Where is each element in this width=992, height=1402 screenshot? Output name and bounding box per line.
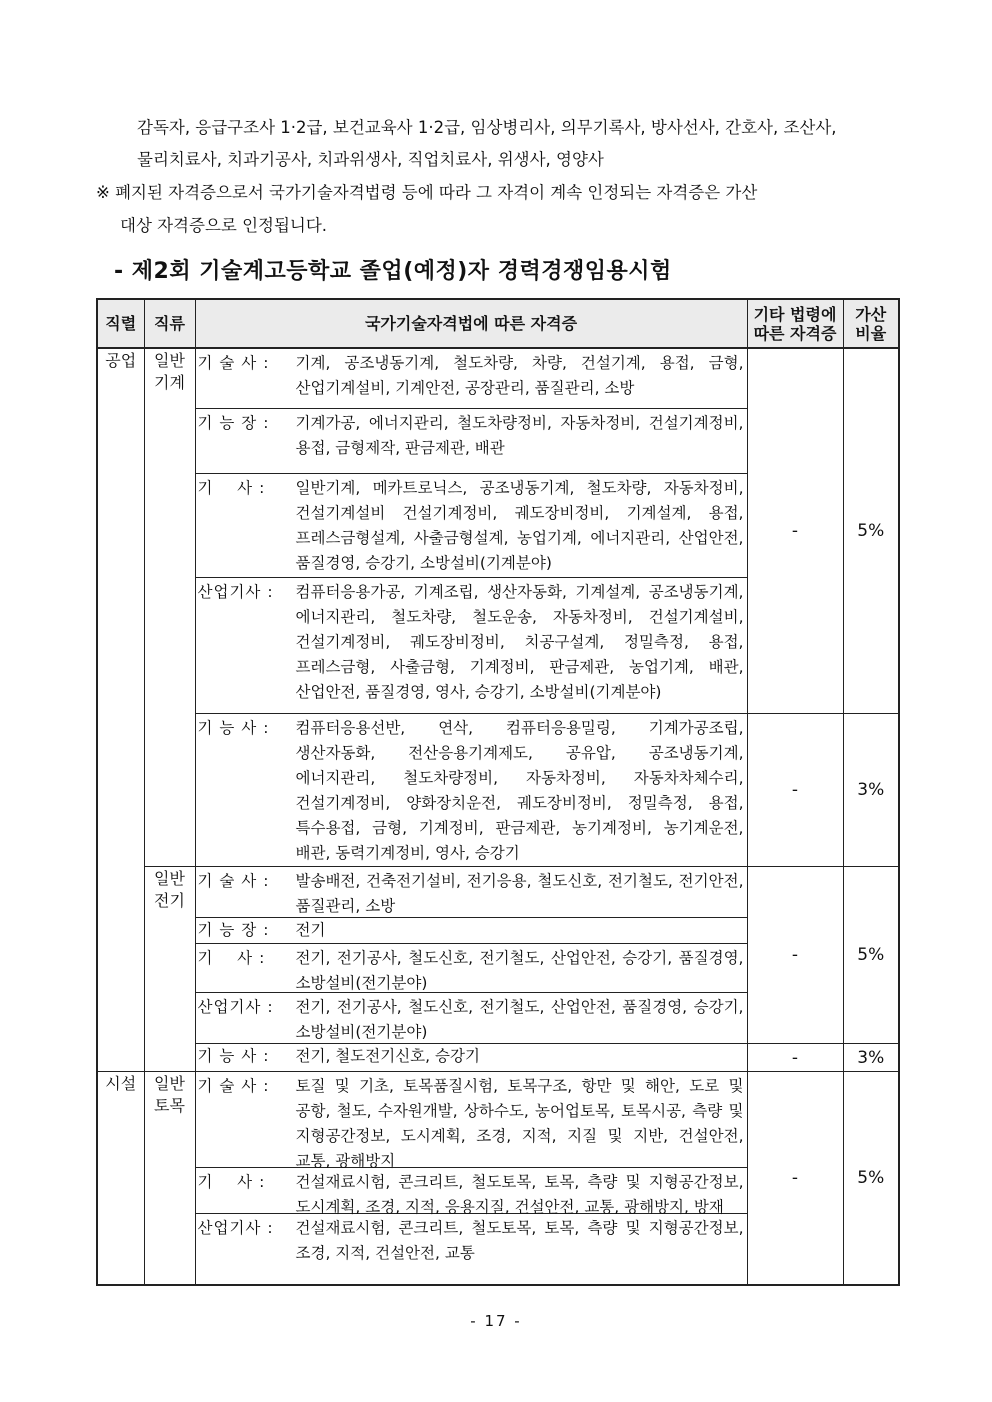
- table-row: [97, 714, 899, 867]
- cert-group: 기 술 사 : 토질 및 기초, 토목품질시험, 토목구조, 항만 및 해안, 도로 및 공항, 철도, 수자원개발, 상하수도, 농어업토목, 토목시공, 측량 및 지형공간정보, 도시계획, 조경, 지적, 지질 및 지반, 건설안전, 교통, 광해방지: [196, 1072, 747, 1168]
- table-header-row: [97, 299, 899, 348]
- cert-group: 기 능 사 : 전기, 철도전기신호, 승강기: [197, 1047, 480, 1065]
- cert-group: 산업기사 : 전기, 전기공사, 철도신호, 전기철도, 산업안전, 품질경영, 승강기, 소방설비(전기분야): [197, 998, 744, 1041]
- note-line-2: 대상 자격증으로 인정됩니다.: [120, 216, 328, 235]
- table-row: [97, 867, 899, 1044]
- rate-cell: 5%: [843, 867, 899, 1044]
- other-cert-cell: -: [747, 1072, 843, 1286]
- kind-cell-civil: 일반 토목: [144, 1072, 195, 1286]
- job-cell-facility: 시설: [97, 1072, 144, 1286]
- cert-group: 기 술 사 : 발송배전, 건축전기설비, 전기응용, 철도신호, 전기철도, 전기안전, 품질관리, 소방: [196, 867, 747, 918]
- rate-cell: 3%: [843, 1044, 899, 1072]
- header-kind: 직류: [144, 299, 195, 348]
- cert-group: 기 능 장 : 기계가공, 에너지관리, 철도차량정비, 자동차정비, 건설기계정비, 용접, 금형제작, 판금제관, 배관: [196, 409, 747, 474]
- note-line-1: ※ 폐지된 자격증으로서 국가기술자격법령 등에 따라 그 자격이 계속 인정되는 자격증은 가산: [96, 183, 758, 202]
- kind-cell-electric: 일반 전기: [144, 867, 195, 1072]
- cert-group: 기 술 사 : 기계, 공조냉동기계, 철도차량, 차량, 건설기계, 용접, 금형, 산업기계설비, 기계안전, 공장관리, 품질관리, 소방: [196, 349, 747, 409]
- cert-cell: [195, 1044, 747, 1072]
- cert-cell: [195, 348, 747, 714]
- header-job: 직렬: [97, 299, 144, 348]
- cert-group: 산업기사 : 건설재료시험, 콘크리트, 철도토목, 토목, 측량 및 지형공간정보, 조경, 지적, 건설안전, 교통: [197, 1219, 744, 1262]
- cert-cell: [195, 714, 747, 867]
- header-rate: 가산 비율: [843, 299, 899, 348]
- rate-cell: 5%: [843, 1072, 899, 1286]
- certificate-table: [96, 298, 900, 1286]
- cert-group: 기 사 : 건설재료시험, 콘크리트, 철도토목, 토목, 측량 및 지형공간정보, 도시계획, 조경, 지적, 응용지질, 건설안전, 교통, 광해방지, 방재: [196, 1168, 747, 1214]
- cert-group: 기 능 사 : 컴퓨터응용선반, 연삭, 컴퓨터응용밀링, 기계가공조립, 생산자동화, 전산응용기계제도, 공유압, 공조냉동기계, 에너지관리, 철도차량정비, 자동차정비, 자동차차체수리, 건설기계정비, 양화장치운전, 궤도장비정비, 정밀측정, 용접, 특수용접, 금형, 기계정비, 판금제관, 농기계정비, 농기계운전, 배관, 동력기계정비, 영사, 승강기: [197, 719, 744, 862]
- job-cell-industry: 공업: [97, 348, 144, 1072]
- table-row: [97, 1072, 899, 1286]
- header-other: 기타 법령에 따른 자격증: [747, 299, 843, 348]
- rate-cell: 5%: [843, 348, 899, 714]
- cert-cell: [195, 867, 747, 1044]
- cert-group: 기 사 : 전기, 전기공사, 철도신호, 전기철도, 산업안전, 승강기, 품질경영, 소방설비(전기분야): [196, 944, 747, 993]
- other-cert-cell: -: [747, 714, 843, 867]
- cert-cell: [195, 1072, 747, 1286]
- table-row: [97, 1044, 899, 1072]
- header-cert: 국가기술자격법에 따른 자격증: [195, 299, 747, 348]
- section-title: - 제2회 기술계고등학교 졸업(예정)자 경력경쟁임용시험: [114, 259, 672, 284]
- table-row: [97, 348, 899, 714]
- rate-cell: 3%: [843, 714, 899, 867]
- other-cert-cell: -: [747, 867, 843, 1044]
- page-number: - 17 -: [470, 1312, 522, 1330]
- kind-cell-machine: 일반 기계: [144, 348, 195, 867]
- cert-group: 기 능 장 : 전기: [196, 918, 747, 944]
- cert-group: 기 사 : 일반기계, 메카트로닉스, 공조냉동기계, 철도차량, 자동차정비, 건설기계설비 건설기계정비, 궤도장비정비, 기계설계, 용접, 프레스금형설계, 사출금형설계, 농업기계, 에너지관리, 산업안전, 품질경영, 승강기, 소방설비(기계분야): [196, 474, 747, 578]
- cert-group: 산업기사 : 컴퓨터응용가공, 기계조립, 생산자동화, 기계설계, 공조냉동기계, 에너지관리, 철도차량, 철도운송, 자동차정비, 건설기계설비, 건설기계정비, 궤도장비정비, 치공구설계, 정밀측정, 용접, 프레스금형, 사출금형, 기계정비, 판금제관, 농업기계, 배관, 산업안전, 품질경영, 영사, 승강기, 소방설비(기계분야): [197, 583, 744, 701]
- other-cert-cell: -: [747, 1044, 843, 1072]
- intro-line-1: 감독자, 응급구조사 1·2급, 보건교육사 1·2급, 임상병리사, 의무기록사, 방사선사, 간호사, 조산사,: [137, 118, 837, 137]
- other-cert-cell: -: [747, 348, 843, 714]
- intro-line-2: 물리치료사, 치과기공사, 치과위생사, 직업치료사, 위생사, 영양사: [137, 150, 604, 169]
